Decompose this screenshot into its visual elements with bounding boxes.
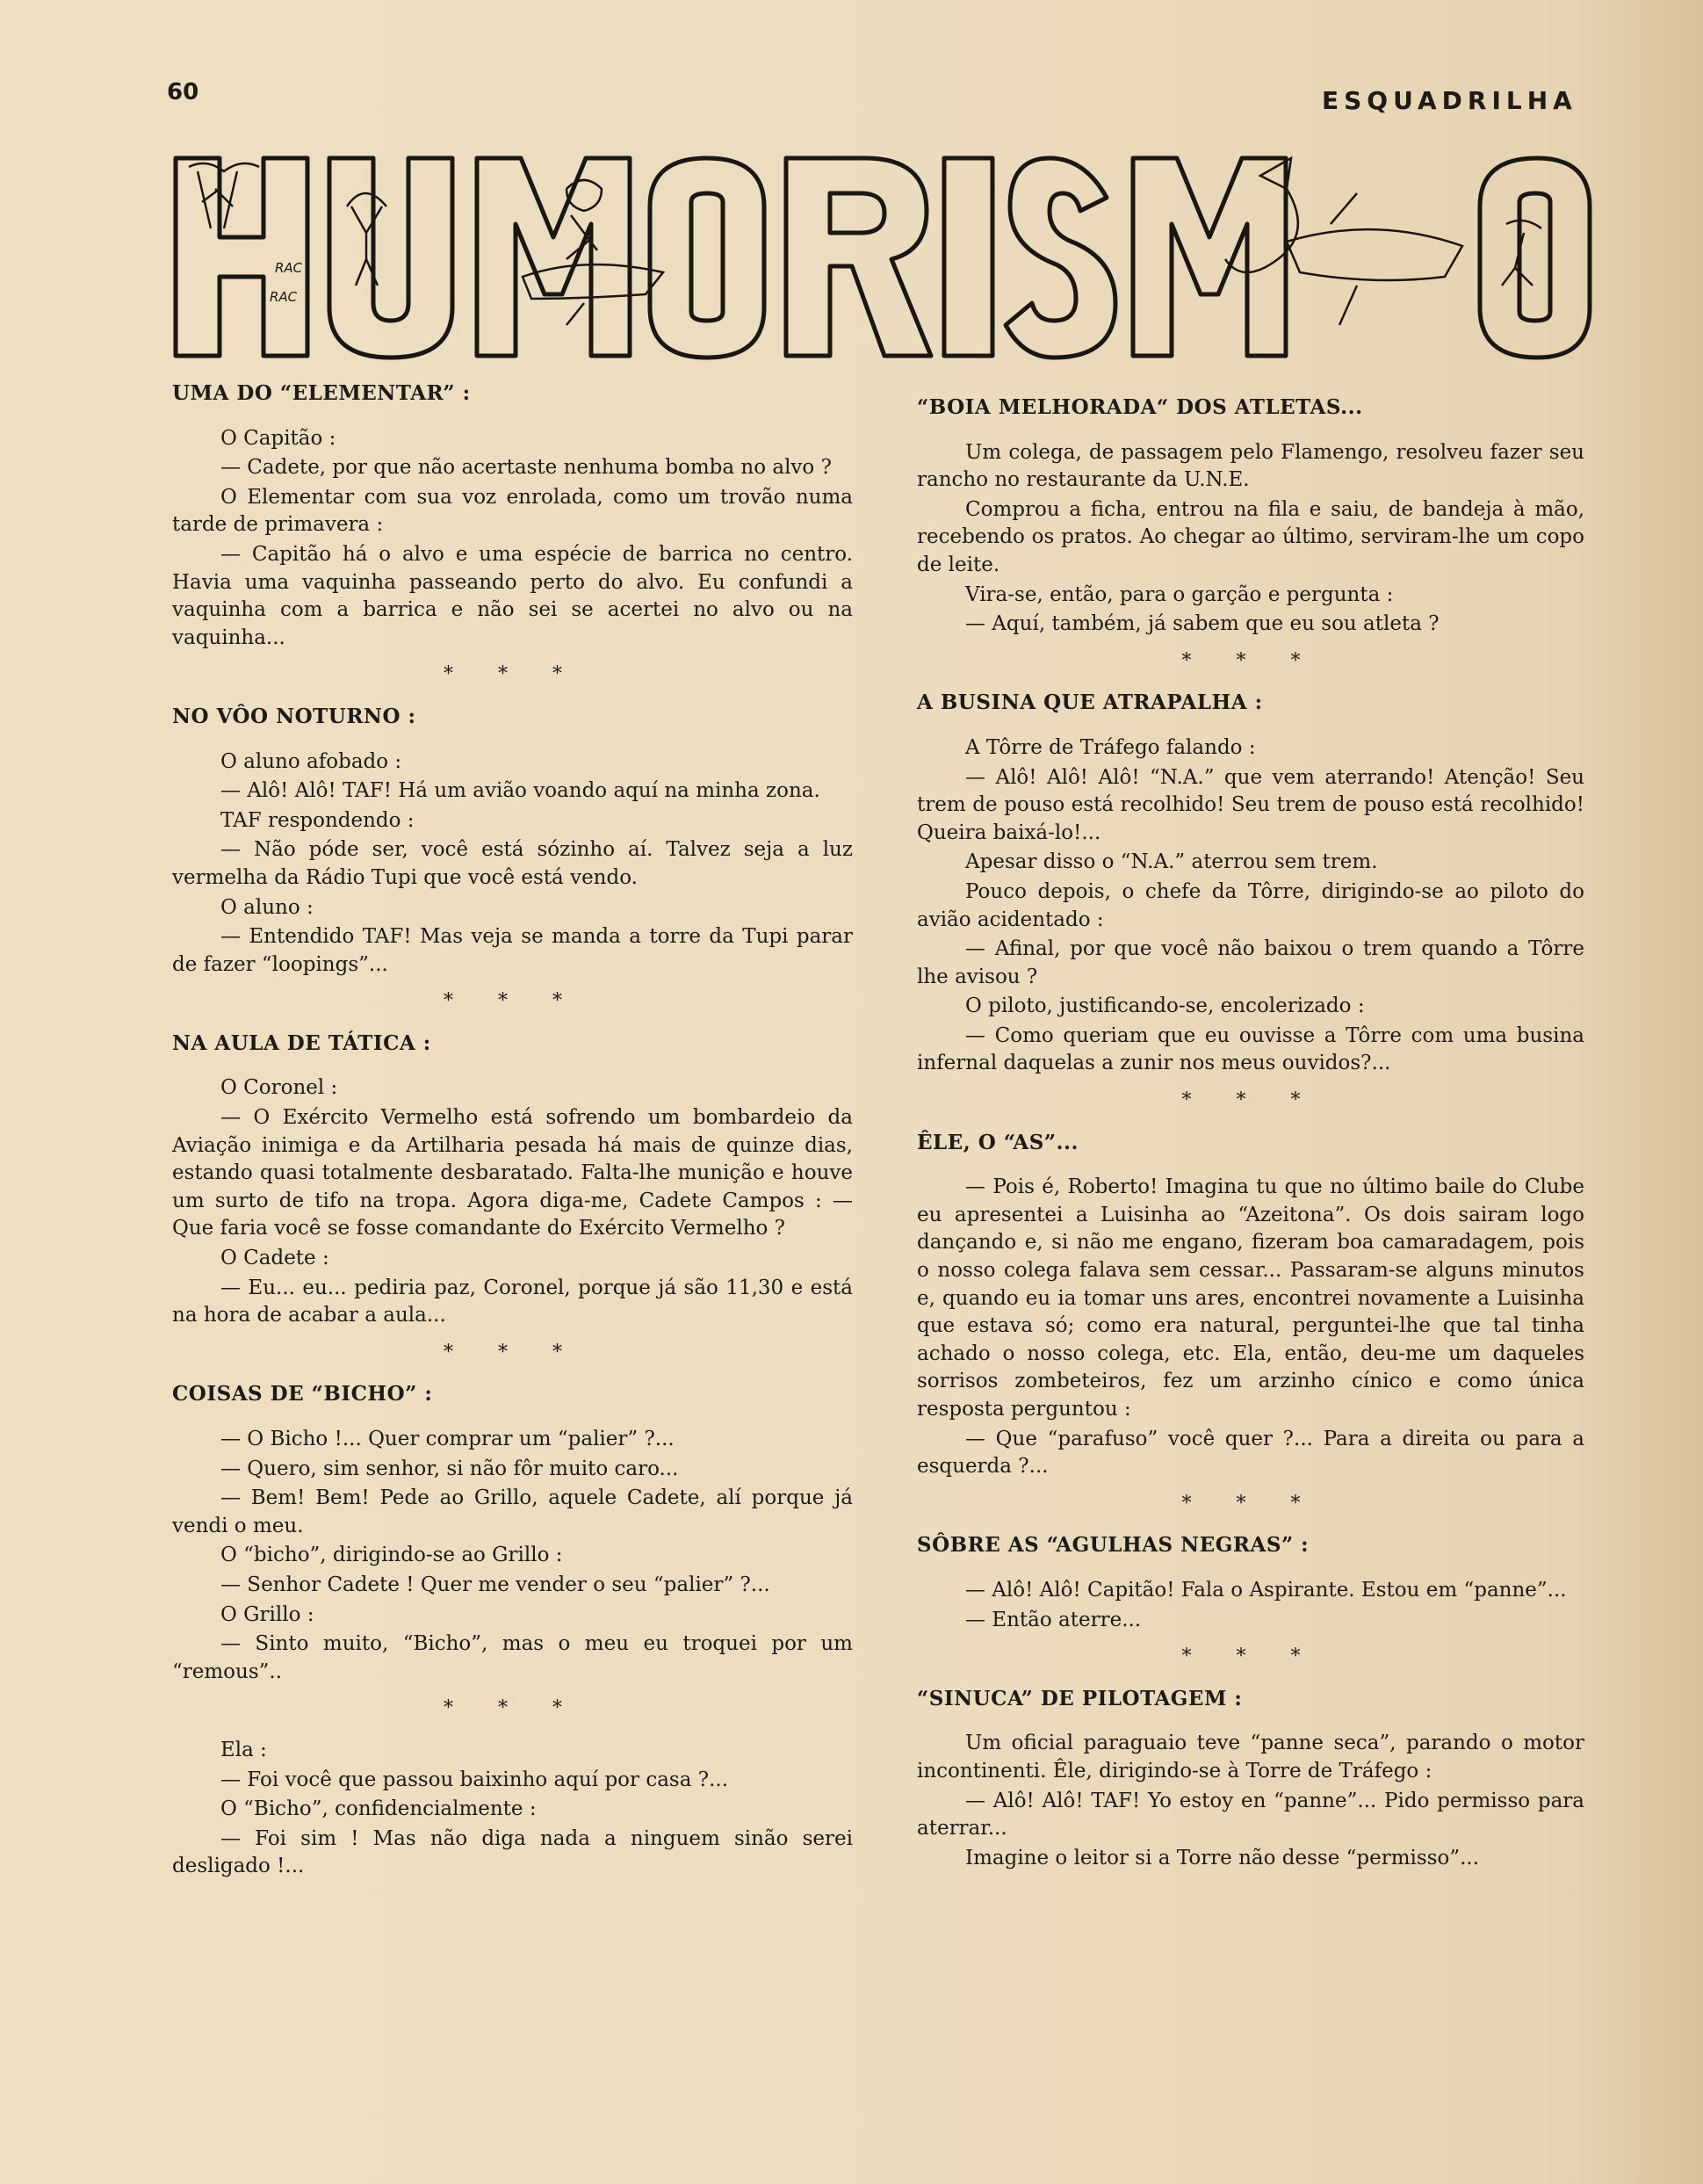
magazine-title: ESQUADRILHA	[1322, 86, 1577, 115]
joke-paragraph: Um colega, de passagem pelo Flamengo, resolveu fazer seu rancho no restaurante da U.N.E.	[917, 440, 1584, 492]
joke-paragraph: Ela :	[220, 1738, 267, 1761]
airplane-2-drawing	[1287, 193, 1462, 325]
joke-paragraph: A Tôrre de Tráfego falando :	[965, 735, 1256, 759]
joke-paragraph: — Então aterre...	[965, 1608, 1142, 1631]
joke-paragraph: — Que “parafuso” você quer ?... Para a direita ou para a esquerda ?...	[917, 1427, 1584, 1479]
joke-paragraph: O aluno :	[220, 895, 314, 919]
joke-section	[917, 1531, 1584, 1670]
letter-o	[650, 158, 764, 358]
joke-paragraph: — Bem! Bem! Pede ao Grillo, aquele Cadete, alí porque já vendi o meu.	[172, 1486, 853, 1537]
joke-title: COISAS DE “BICHO” :	[172, 1382, 433, 1407]
joke-section	[917, 689, 1584, 1114]
joke-paragraph: O aluno afobado :	[220, 749, 402, 773]
joke-section	[172, 380, 853, 689]
section-separator: * * *	[444, 663, 581, 686]
joke-paragraph: — Foi sim ! Mas não diga nada a ninguem sinão serei desligado !...	[172, 1826, 853, 1878]
joke-section	[172, 1737, 853, 1881]
joke-paragraph: — Foi você que passou baixinho aquí por casa ?...	[220, 1768, 729, 1791]
section-separator: * * *	[1181, 1645, 1320, 1668]
section-separator: * * *	[1181, 649, 1320, 672]
left-column	[172, 380, 853, 1883]
joke-paragraph: — Quero, sim senhor, si não fôr muito caro...	[220, 1457, 679, 1480]
joke-paragraph: Apesar disso o “N.A.” aterrou sem trem.	[965, 850, 1378, 874]
joke-paragraph: — Cadete, por que não acertaste nenhuma bomba no alvo ?	[220, 456, 832, 480]
section-separator: * * *	[444, 990, 581, 1013]
letter-i	[944, 158, 992, 356]
parachute-drawing	[347, 193, 386, 286]
sound-effect: RAC	[275, 260, 303, 276]
section-separator: * * *	[444, 1341, 581, 1363]
joke-paragraph: — Senhor Cadete ! Quer me vender o seu “palier” ?...	[220, 1573, 770, 1596]
joke-paragraph: O Elementar com sua voz enrolada, como um trovão numa tarde de primavera :	[172, 485, 853, 537]
joke-title: SÔBRE AS “AGULHAS NEGRAS” :	[917, 1533, 1310, 1558]
joke-paragraph: — Não póde ser, você está sózinho aí. Talvez seja a luz vermelha da Rádio Tupi que você está vendo.	[172, 838, 853, 889]
joke-paragraph: — Aquí, também, já sabem que eu sou atleta ?	[965, 612, 1440, 636]
joke-section	[917, 1685, 1584, 1873]
joke-paragraph: O Cadete :	[220, 1247, 329, 1270]
letter-o-2	[1480, 158, 1590, 358]
joke-title: UMA DO “ELEMENTAR” :	[172, 381, 471, 405]
letter-m	[477, 158, 630, 356]
joke-paragraph: — Sinto muito, “Bicho”, mas o meu eu troquei por um “remous”..	[172, 1632, 853, 1683]
joke-paragraph: O Grillo :	[220, 1602, 314, 1626]
joke-paragraph: O Coronel :	[220, 1076, 338, 1100]
joke-paragraph: — O Bicho !... Quer comprar um “palier” ?...	[220, 1428, 675, 1450]
joke-section	[917, 1129, 1584, 1518]
joke-title: NO VÔO NOTURNO :	[172, 704, 416, 728]
joke-paragraph: Comprou a ficha, entrou na fila e saiu, de bandeja à mão, recebendo os pratos. Ao chegar ao último, serviram-lhe um copo de leite.	[917, 497, 1584, 576]
section-separator: * * *	[444, 1697, 581, 1720]
section-separator: * * *	[1181, 1089, 1320, 1112]
joke-title: NA AULA DE TÁTICA :	[172, 1031, 431, 1055]
letter-h	[176, 158, 307, 356]
joke-section	[172, 703, 853, 1016]
joke-section	[917, 394, 1584, 675]
joke-title: “BOIA MELHORADA“ DOS ATLETAS...	[917, 395, 1363, 419]
joke-paragraph: — O Exército Vermelho está sofrendo um bombardeio da Aviação inimiga e da Artilharia pesada há mais de quinze dias, estando quasi totalmente desbaratado. Falta-lhe munição e houve um surto de tifo na tropa. Agora diga-me, Cadete Campos : — Que faria você se fosse comandante do Exército Vermelho ?	[172, 1106, 853, 1240]
joke-paragraph: O Capitão :	[220, 426, 336, 450]
joke-title: ÊLE, O “AS”...	[917, 1130, 1079, 1154]
joke-title: “SINUCA” DE PILOTAGEM :	[917, 1686, 1243, 1710]
joke-paragraph: Vira-se, então, para o garção e pergunta :	[965, 582, 1394, 606]
joke-paragraph: — Alô! Alô! TAF! Há um avião voando aquí na minha zona.	[220, 779, 820, 803]
joke-paragraph: — Pois é, Roberto! Imagina tu que no último baile do Clube eu apresentei a Luisinha ao “Azeitona”. Os dois sairam logo dançando e, si não me engano, fizeram boa camaradagem, pois o nosso colega falava sem cessar... Passaram-se alguns minutos e, quando eu ia tomar uns ares, encontrei novamente a Luisinha que estava só; como era natural, perguntei-lhe que tal tinha achado o nosso colega, etc. Ela, então, deu-me um daqueles sorrisos zombeteiros, fez um arzinho cínico e como única resposta perguntou :	[917, 1175, 1584, 1421]
joke-paragraph: — Alô! Alô! Capitão! Fala o Aspirante. Estou em “panne”...	[965, 1578, 1567, 1602]
joke-paragraph: TAF respondendo :	[220, 808, 415, 832]
joke-paragraph: Um oficial paraguaio teve “panne seca”, parando o motor incontinenti. Êle, dirigindo-se à Torre de Tráfego :	[917, 1732, 1584, 1783]
letter-s	[1006, 158, 1115, 358]
sound-effect: RAC	[270, 289, 298, 305]
joke-paragraph: Pouco depois, o chefe da Tôrre, dirigindo-se ao piloto do avião acidentado :	[917, 879, 1584, 931]
joke-paragraph: O piloto, justificando-se, encolerizado :	[965, 994, 1365, 1018]
joke-paragraph: — Alô! Alô! TAF! Yo estoy en “panne”... Pido permisso para aterrar...	[917, 1789, 1584, 1840]
joke-paragraph: O “Bicho”, confidencialmente :	[220, 1797, 537, 1821]
joke-paragraph: — Como queriam que eu ouvisse a Tôrre com uma busina infernal daquelas a zunir nos meus ouvidos?...	[917, 1023, 1584, 1075]
joke-paragraph: — Entendido TAF! Mas veja se manda a torre da Tupi parar de fazer “loopings”...	[172, 925, 853, 976]
joke-section	[172, 1380, 853, 1723]
right-column	[917, 394, 1584, 1874]
page-number: 60	[167, 79, 199, 105]
tree-drawing	[189, 163, 259, 228]
joke-paragraph: Imagine o leitor si a Torre não desse “permisso”...	[965, 1846, 1480, 1869]
joke-section	[172, 1030, 853, 1367]
joke-paragraph: — Afinal, por que você não baixou o trem quando a Tôrre lhe avisou ?	[917, 937, 1584, 988]
humorismo-banner	[171, 154, 1594, 360]
joke-paragraph: — Eu... eu... pediria paz, Coronel, porque já são 11,30 e está na hora de acabar a aula...	[172, 1276, 853, 1327]
section-separator: * * *	[1181, 1492, 1320, 1515]
joke-paragraph: — Alô! Alô! Alô! “N.A.” que vem aterrando! Atenção! Seu trem de pouso está recolhido! Seu trem de pouso está recolhido! Queira baixá-lo!...	[917, 765, 1584, 844]
letter-r	[786, 158, 931, 356]
joke-paragraph: — Capitão há o alvo e uma espécie de barrica no centro. Havia uma vaquinha passeando perto do alvo. Eu confundi a vaquinha com a barrica e não sei se acertei no alvo ou na vaquinha...	[172, 542, 853, 649]
letter-m-2	[1133, 158, 1286, 356]
joke-title: A BUSINA QUE ATRAPALHA :	[917, 691, 1263, 715]
joke-paragraph: O “bicho”, dirigindo-se ao Grillo :	[220, 1544, 563, 1567]
letter-u	[329, 158, 452, 358]
